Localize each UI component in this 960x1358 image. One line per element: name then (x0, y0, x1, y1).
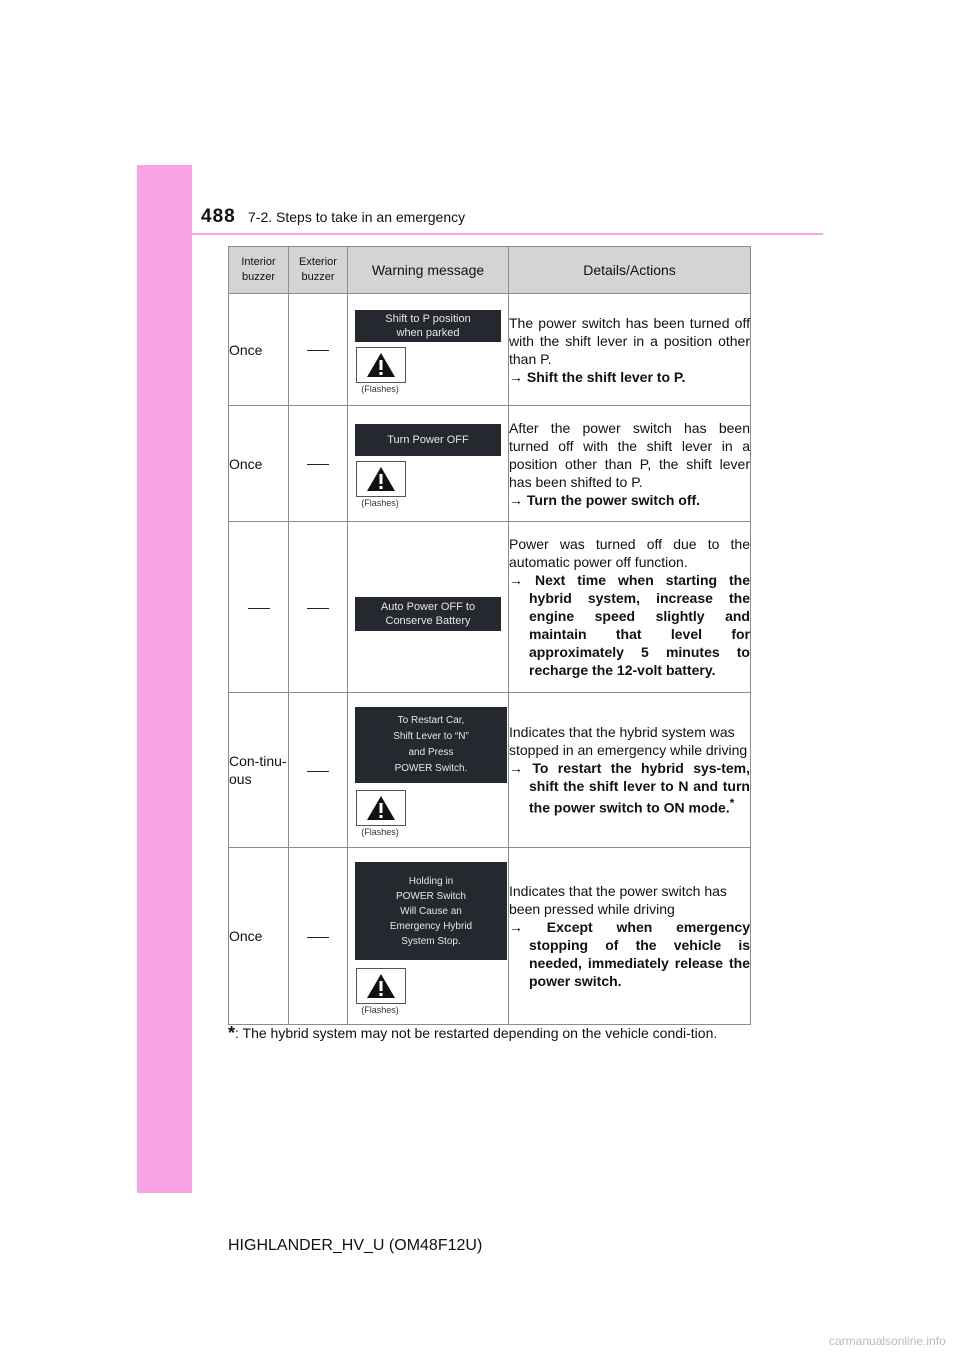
warning-triangle-icon (356, 790, 406, 826)
exterior-buzzer-cell (289, 848, 348, 1025)
warning-triangle-icon (356, 968, 406, 1004)
interior-buzzer-cell: Con-tinu-ous (229, 693, 289, 848)
exterior-buzzer-cell (289, 522, 348, 693)
page-number: 488 (201, 206, 236, 227)
table-row (229, 406, 751, 522)
details-cell: Indicates that the hybrid system was stopped in an emergency while driving → To restart the hybrid sys-tem, shift the shift lever to N and turn the power switch to ON mode.* (509, 693, 751, 848)
warning-message-cell (348, 294, 509, 406)
flashes-label: (Flashes) (361, 384, 399, 394)
dash-mark (307, 771, 329, 772)
header-rule (137, 233, 823, 235)
section-tab-bar (137, 165, 192, 1193)
details-cell: After the power switch has been turned off with the shift lever in a position other than P, the shift lever has been shifted to P. → Turn the power switch off. (509, 406, 751, 522)
manual-model-code: HIGHLANDER_HV_U (OM48F12U) (228, 1237, 483, 1254)
flashes-label: (Flashes) (361, 827, 399, 837)
footnote-mark: * (729, 797, 735, 811)
table-row (229, 693, 751, 848)
warning-message-cell (348, 522, 509, 693)
message-screen: Holding in POWER Switch Will Cause an Emergency Hybrid System Stop. (355, 862, 507, 960)
message-screen: Turn Power OFF (355, 424, 501, 456)
warning-message-cell (348, 848, 509, 1025)
interior-buzzer-cell: Once (229, 294, 289, 406)
exterior-buzzer-cell (289, 406, 348, 522)
message-screen: Auto Power OFF to Conserve Battery (355, 597, 501, 631)
message-screen: To Restart Car, Shift Lever to “N” and Press POWER Switch. (355, 707, 507, 783)
header-exterior-buzzer: Exterior buzzer (289, 247, 348, 294)
dash-mark (307, 350, 329, 351)
interior-buzzer-cell: Once (229, 406, 289, 522)
interior-buzzer-cell: Once (229, 848, 289, 1025)
dash-mark (307, 464, 329, 465)
warning-message-cell (348, 406, 509, 522)
warning-message-cell (348, 693, 509, 848)
details-cell: Indicates that the power switch has been pressed while driving → Except when emergency stopping of the vehicle is needed, immediately release the power switch. (509, 848, 751, 1025)
exterior-buzzer-cell (289, 294, 348, 406)
message-screen: Shift to P position when parked (355, 310, 501, 342)
flashes-label: (Flashes) (361, 498, 399, 508)
flashes-label: (Flashes) (361, 1005, 399, 1015)
table-row (229, 522, 751, 693)
details-cell: Power was turned off due to the automatic power off function. → Next time when starting the hybrid system, increase the engine speed slightly and maintain that level for approximately 5 minutes to recharge the 12-volt battery. (509, 522, 751, 693)
footnote (228, 1024, 750, 1043)
dash-mark (248, 608, 270, 609)
watermark: carmanualsonline.info (829, 1334, 946, 1348)
section-title: 7-2. Steps to take in an emergency (248, 209, 466, 225)
header-details-actions: Details/Actions (509, 247, 751, 294)
footnote-star: * (228, 1023, 236, 1043)
warning-triangle-icon (356, 347, 406, 383)
interior-buzzer-cell (229, 522, 289, 693)
header-interior-buzzer: Interior buzzer (229, 247, 289, 294)
warning-table (228, 246, 751, 1025)
details-cell: The power switch has been turned off with the shift lever in a position other than P. → Shift the shift lever to P. (509, 294, 751, 406)
table-row (229, 848, 751, 1025)
header-warning-message: Warning message (348, 247, 509, 294)
exterior-buzzer-cell (289, 693, 348, 848)
dash-mark (307, 608, 329, 609)
table-row (229, 294, 751, 406)
dash-mark (307, 937, 329, 938)
footnote-text: : The hybrid system may not be restarted depending on the vehicle condi-tion. (235, 1025, 718, 1041)
warning-triangle-icon (356, 461, 406, 497)
